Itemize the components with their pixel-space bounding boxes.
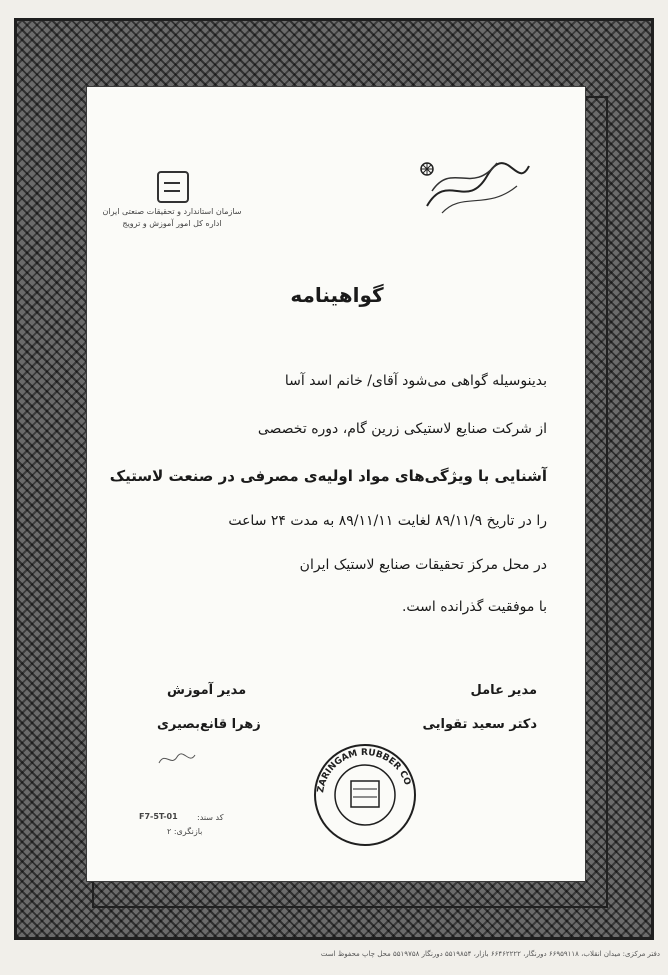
handwritten-signature-icon — [157, 749, 197, 769]
company-stamp-icon — [305, 735, 425, 855]
doc-code-value: F7-5T-01 — [139, 812, 178, 821]
course-name: آشنایی با ویژگی‌های مواد اولیه‌ی مصرفی در صنعت لاستیک — [109, 467, 547, 485]
isiri-logo-icon — [157, 171, 189, 203]
org-left-line1: سازمان استاندارد و تحقیقات صنعتی ایران — [102, 207, 242, 216]
body-line-5: در محل مرکز تحقیقات صنایع لاستیک ایران — [299, 557, 547, 573]
stamp-text: ZARINGAM RUBBER CO — [316, 747, 413, 794]
doc-code-revision: بازنگری: ۲ — [167, 827, 203, 836]
doc-code-label: کد سند: — [197, 813, 224, 822]
signature-left-role: مدیر آموزش — [167, 683, 247, 698]
signature-right-role: مدیر عامل — [470, 683, 537, 698]
svg-text:ZARINGAM RUBBER CO — [316, 748, 412, 794]
certificate-title: گواهینامه — [290, 283, 384, 307]
signature-left-name: زهرا قانع‌بصیری — [157, 717, 261, 732]
signature-right-name: دکتر سعید تقوایی — [422, 717, 537, 732]
body-line-4: را در تاریخ ۸۹/۱۱/۹ لغایت ۸۹/۱۱/۱۱ به مدت ۲۴ ساعت — [228, 513, 547, 529]
body-line-1: بدینوسیله گواهی می‌شود آقای/ خانم اسد آسا — [284, 373, 547, 389]
company-calligraphy-logo-icon — [417, 151, 537, 221]
body-line-6: با موفقیت گذرانده است. — [401, 599, 547, 615]
body-line-2: از شرکت صنایع لاستیکی زرین گام، دوره تخصصی — [257, 421, 547, 437]
certificate-paper — [86, 86, 586, 882]
org-left-line2: اداره کل امور آموزش و ترویج — [122, 219, 222, 228]
footer-address: دفتر مرکزی: میدان انقلاب، ۶۶۹۵۹۱۱۸ دورنگار، ۶۶۴۶۲۲۲۲ بازار، ۵۵۱۹۸۵۴ دورنگار ۵۵۱۹۷۵۸ محل چاپ محفوظ است — [320, 950, 660, 958]
